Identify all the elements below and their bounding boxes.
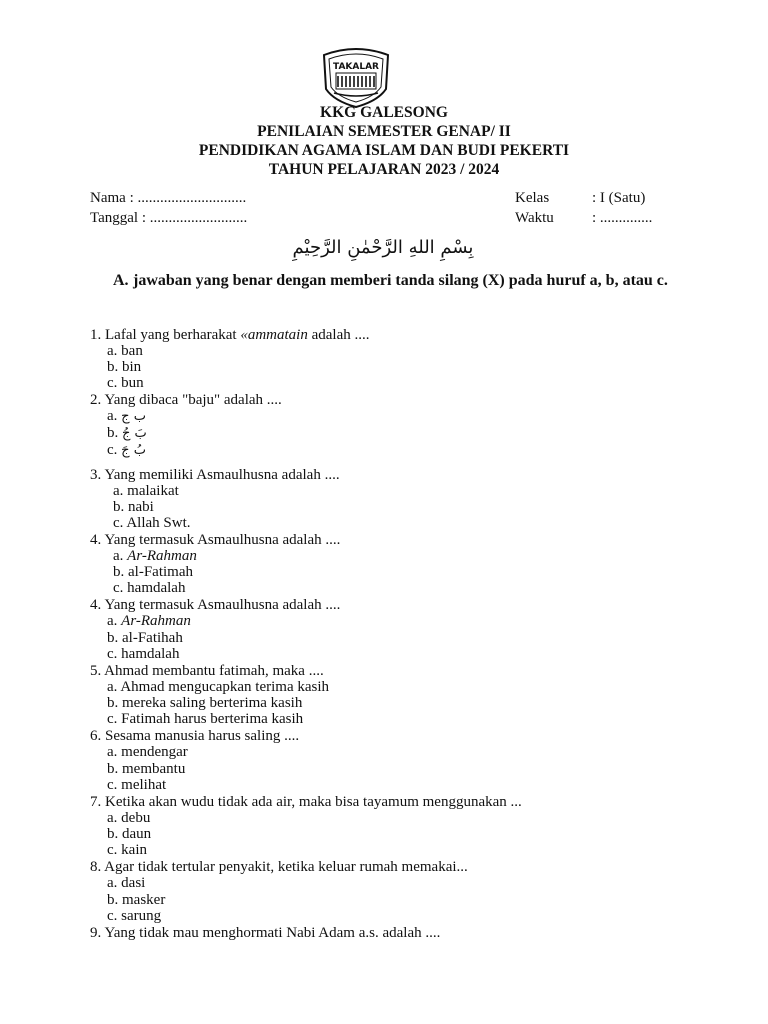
q2-b-label: b. <box>107 425 119 441</box>
section-label: A. <box>113 272 129 289</box>
basmala-calligraphy <box>288 231 478 261</box>
q7-option-a: a. debu <box>107 810 151 826</box>
field-waktu-value: : .............. <box>592 210 653 226</box>
q2-c-arabic: بُ جَ <box>121 443 146 458</box>
question-6-stem: 6. Sesama manusia harus saling .... <box>90 728 300 744</box>
q8-option-b: b. masker <box>107 892 166 908</box>
header-title: KKG GALESONG <box>320 104 448 121</box>
question-9-stem: 9. Yang tidak mau menghormati Nabi Adam a.s. adalah .... <box>90 925 441 941</box>
field-kelas-value: : I (Satu) <box>592 190 646 206</box>
q2-b-arabic: بَ جُ <box>122 426 147 441</box>
question-2-stem: 2. Yang dibaca "baju" adalah .... <box>90 392 282 408</box>
q7-option-b: b. daun <box>107 826 152 842</box>
section-a-instruction <box>113 271 673 291</box>
q4a-option-a <box>113 548 197 564</box>
question-1-stem <box>90 327 369 343</box>
header-exam: PENILAIAN SEMESTER GENAP/ II <box>257 123 511 140</box>
q2-option-b <box>107 425 147 442</box>
logo-text: TAKALAR <box>333 62 379 72</box>
q1-stem-text: 1. Lafal yang berharakat <box>90 327 241 343</box>
q3-option-c: c. Allah Swt. <box>113 515 191 531</box>
takalar-logo <box>318 45 394 109</box>
q4a-a-label: a. <box>113 548 124 564</box>
q6-option-a: a. mendengar <box>107 744 188 760</box>
field-tanggal: Tanggal : .......................... <box>90 210 248 226</box>
field-nama: Nama : ............................. <box>90 190 247 206</box>
q1-option-a: a. ban <box>107 343 143 359</box>
q2-c-label: c. <box>107 442 118 458</box>
question-7-stem: 7. Ketika akan wudu tidak ada air, maka bisa tayamum menggunakan ... <box>90 794 522 810</box>
question-5-stem: 5. Ahmad membantu fatimah, maka .... <box>90 663 324 679</box>
q1-option-b: b. bin <box>107 359 142 375</box>
field-waktu-label: Waktu <box>515 210 554 226</box>
q4a-option-c: c. hamdalah <box>113 580 186 596</box>
question-4a-stem: 4. Yang termasuk Asmaulhusna adalah .... <box>90 532 341 548</box>
q1-stem-end: adalah .... <box>307 327 370 343</box>
basmala-text: بِسْمِ اللهِ الرَّحْمٰنِ الرَّحِيْمِ <box>292 237 474 258</box>
q2-option-c <box>107 442 146 459</box>
q6-option-c: c. melihat <box>107 777 167 793</box>
q5-option-b: b. mereka saling berterima kasih <box>107 695 303 711</box>
q4a-option-b: b. al-Fatimah <box>113 564 193 580</box>
q7-option-c: c. kain <box>107 842 147 858</box>
q2-a-label: a. <box>107 408 118 424</box>
question-8-stem: 8. Agar tidak tertular penyakit, ketika keluar rumah memakai... <box>90 859 468 875</box>
question-4b-stem: 4. Yang termasuk Asmaulhusna adalah .... <box>90 597 341 613</box>
q8-option-a: a. dasi <box>107 875 146 891</box>
q5-option-c: c. Fatimah harus berterima kasih <box>107 711 304 727</box>
question-3-stem: 3. Yang memiliki Asmaulhusna adalah .... <box>90 467 340 483</box>
q3-option-b: b. nabi <box>113 499 154 515</box>
q2-option-a <box>107 408 146 425</box>
q8-option-c: c. sarung <box>107 908 162 924</box>
field-kelas-label: Kelas <box>515 190 550 206</box>
q4b-option-b: b. al-Fatihah <box>107 630 183 646</box>
q4b-a-italic: Ar-Rahman <box>121 613 191 629</box>
q5-option-a: a. Ahmad mengucapkan terima kasih <box>107 679 330 695</box>
q4a-a-italic: Ar-Rahman <box>127 548 197 564</box>
header-subject: PENDIDIKAN AGAMA ISLAM DAN BUDI PEKERTI <box>198 142 570 159</box>
q4b-option-c: c. hamdalah <box>107 646 180 662</box>
header-year: TAHUN PELAJARAN 2023 / 2024 <box>268 161 500 178</box>
q2-a-arabic: ب ج <box>121 409 146 424</box>
q6-option-b: b. membantu <box>107 761 186 777</box>
q4b-option-a <box>107 613 191 629</box>
q3-option-a: a. malaikat <box>113 483 179 499</box>
q4b-a-label: a. <box>107 613 118 629</box>
q1-stem-italic: «ammatain <box>240 327 308 343</box>
q1-option-c: c. bun <box>107 375 144 391</box>
section-text: jawaban yang benar dengan memberi tanda silang (X) pada huruf a, b, atau c. <box>133 272 668 289</box>
